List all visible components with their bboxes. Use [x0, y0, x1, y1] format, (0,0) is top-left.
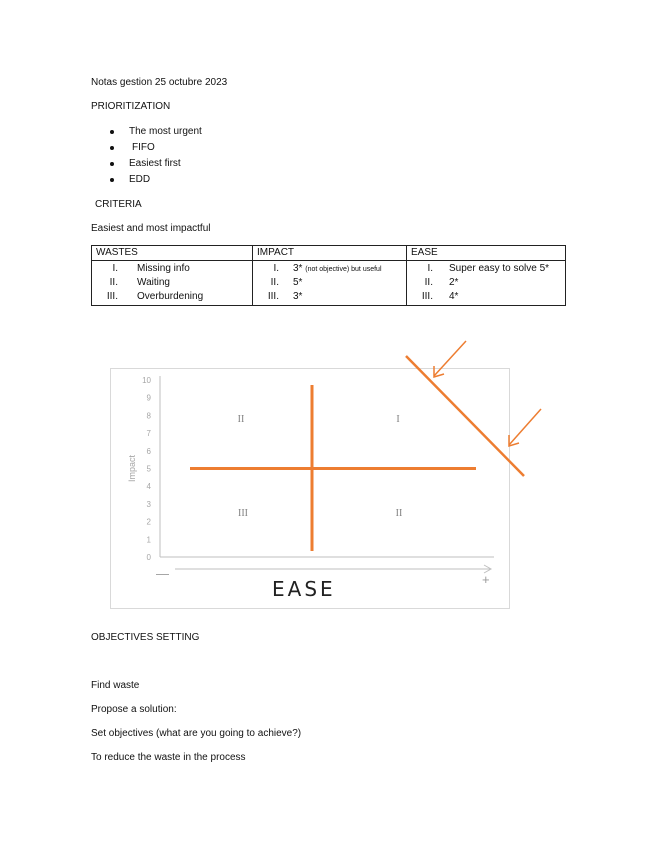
y-tick-label: 8 [146, 411, 151, 421]
table-row: II. 5* [270, 277, 303, 288]
table-row: III. 3* [267, 291, 303, 302]
arrow-shaft-right [509, 409, 541, 445]
header-impact: IMPACT [253, 246, 407, 261]
y-tick-label: 0 [146, 553, 151, 562]
header-ease: EASE [407, 246, 566, 261]
table-row: III. 4* [421, 291, 459, 302]
table-row: II. Waiting [109, 277, 170, 288]
y-tick-label: 7 [146, 429, 151, 439]
step-reduce: To reduce the waste in the process [91, 752, 246, 763]
y-tick-label: 10 [142, 376, 151, 385]
impact-note: (not objective) but useful [305, 266, 382, 273]
table-row: II. 2* [424, 277, 459, 288]
x-start-label: — [156, 566, 169, 581]
step-set-objectives: Set objectives (what are you going to achieve?) [91, 728, 302, 739]
header-wastes: WASTES [92, 246, 253, 261]
y-tick-label: 2 [146, 517, 151, 527]
y-tick-label: 6 [146, 446, 151, 456]
arrow-shaft-top [434, 341, 466, 376]
y-tick-label: 4 [146, 482, 151, 492]
x-end-label: + [482, 572, 490, 587]
y-tick-label: 3 [146, 499, 151, 509]
x-axis-label: EASE [272, 577, 336, 601]
y-axis-label: Impact [127, 454, 137, 483]
y-tick-label: 5 [146, 464, 151, 474]
section-criteria: CRITERIA [95, 199, 142, 210]
quadrant-label: I [396, 414, 400, 425]
section-objectives: OBJECTIVES SETTING [91, 632, 200, 643]
y-tick-label: 1 [146, 535, 151, 545]
quadrant-label: II [237, 414, 245, 425]
section-prioritization: PRIORITIZATION [91, 101, 171, 112]
document-page: Notas gestion 25 octubre 2023 PRIORITIZATION The most urgent FIFO Easiest first EDD CRITERIA Easiest and most impactful WASTES IMPACT EASE I. Missing info II. Waiting III. Overburdening I. 3* (not objective) but useful II. 5* III. 3* I. Super easy to solve 5* II. 2* III. 4* 0 1 2 3 4 5 6 7 8 9 10 Impact II I III II — + EASE OBJECTIVES SETTING Find waste Propose a solution: Set objectives (what are you going to achieve?) To reduce the waste in the process [0, 0, 655, 848]
quadrant-label: II [395, 508, 403, 519]
table-row: I. Super easy to solve 5* [427, 263, 550, 274]
y-tick-label: 9 [146, 393, 151, 403]
table-row: III. Overburdening [106, 291, 204, 302]
table-row: I. Missing info [112, 263, 190, 274]
quadrant-label: III [238, 508, 248, 519]
diagonal-annotation-line [406, 356, 524, 476]
step-find-waste: Find waste [91, 680, 140, 691]
criteria-line: Easiest and most impactful [91, 223, 211, 234]
table-row: I. 3* (not objective) but useful [273, 263, 382, 274]
doc-title: Notas gestion 25 octubre 2023 [91, 77, 228, 88]
step-propose: Propose a solution: [91, 704, 177, 715]
